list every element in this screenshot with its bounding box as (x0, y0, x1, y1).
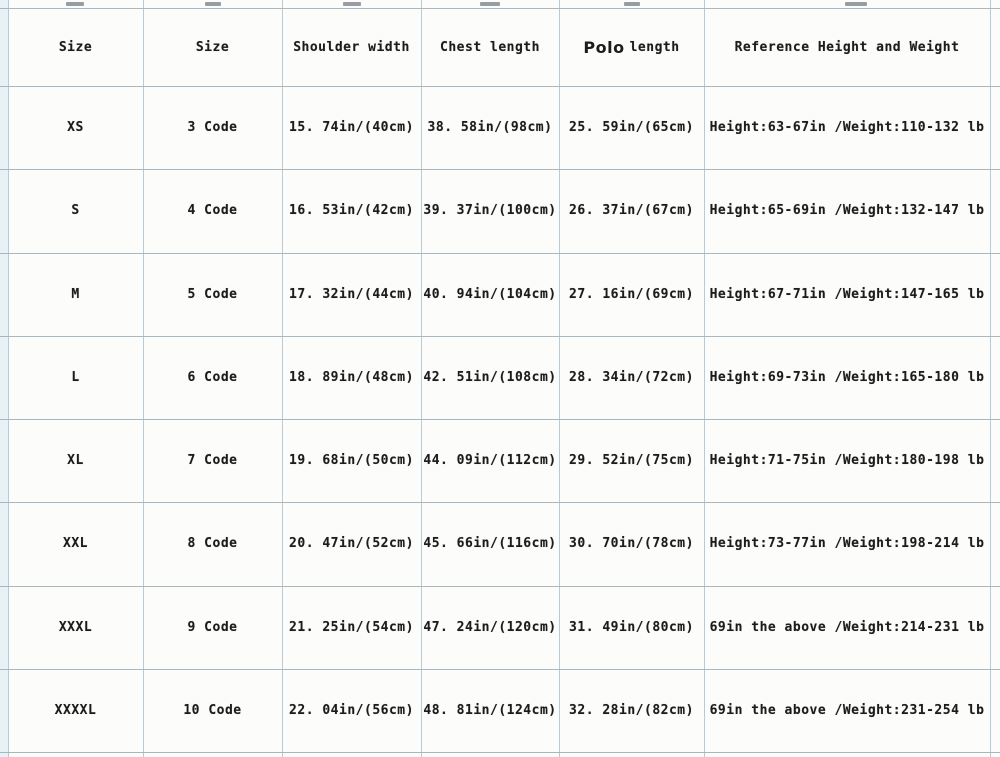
cell-shoulder: 22. 04in/(56cm) (289, 702, 414, 718)
cell-code: 10 Code (183, 702, 242, 718)
cell-chest: 48. 81in/(124cm) (423, 702, 557, 718)
polo-word: Polo (583, 37, 625, 57)
cell-polo: 26. 37in/(67cm) (569, 203, 694, 219)
cell-size: XS (67, 120, 84, 136)
polo-length-word: length (629, 39, 680, 55)
cell-polo: 25. 59in/(65cm) (569, 120, 694, 136)
cell-code: 5 Code (187, 286, 238, 302)
cell-reference: Height:63-67in /Weight:110-132 lb (709, 120, 985, 136)
cell-reference: Height:73-77in /Weight:198-214 lb (709, 536, 985, 552)
cell-code: 7 Code (187, 453, 238, 469)
cell-size: M (71, 286, 80, 302)
cell-polo: 30. 70in/(78cm) (569, 536, 694, 552)
cell-code: 8 Code (187, 536, 238, 552)
cell-size: S (71, 203, 80, 219)
cell-chest: 42. 51in/(108cm) (423, 369, 557, 385)
cell-size: L (71, 369, 80, 385)
cell-chest: 47. 24in/(120cm) (423, 619, 557, 635)
cell-shoulder: 15. 74in/(40cm) (289, 120, 414, 136)
cell-polo: 32. 28in/(82cm) (569, 702, 694, 718)
column-header-chest: Chest length (440, 39, 540, 55)
column-header-size-1: Size (58, 39, 93, 55)
cell-code: 6 Code (187, 369, 238, 385)
cell-chest: 38. 58in/(98cm) (427, 120, 553, 136)
cell-polo: 31. 49in/(80cm) (569, 619, 694, 635)
cell-shoulder: 19. 68in/(50cm) (289, 453, 414, 469)
cell-chest: 39. 37in/(100cm) (423, 203, 557, 219)
cell-chest: 40. 94in/(104cm) (423, 286, 557, 302)
column-header-size-2: Size (195, 39, 230, 55)
cell-reference: Height:65-69in /Weight:132-147 lb (709, 203, 985, 219)
cell-size: XXXXL (54, 702, 97, 718)
cell-code: 4 Code (187, 203, 238, 219)
cell-reference: Height:69-73in /Weight:165-180 lb (709, 369, 985, 385)
cell-code: 3 Code (187, 120, 238, 136)
column-header-polo (559, 8, 704, 86)
cell-code: 9 Code (187, 619, 238, 635)
cell-reference: Height:67-71in /Weight:147-165 lb (709, 286, 985, 302)
column-header-reference: Reference Height and Weight (734, 39, 960, 55)
cell-shoulder: 16. 53in/(42cm) (289, 203, 414, 219)
cell-shoulder: 18. 89in/(48cm) (289, 369, 414, 385)
cell-polo: 27. 16in/(69cm) (569, 286, 694, 302)
cell-shoulder: 17. 32in/(44cm) (289, 286, 414, 302)
cell-reference: Height:71-75in /Weight:180-198 lb (709, 453, 985, 469)
cell-polo: 29. 52in/(75cm) (569, 453, 694, 469)
left-margin-sliver (0, 0, 8, 757)
cell-polo: 28. 34in/(72cm) (569, 369, 694, 385)
column-header-shoulder: Shoulder width (293, 39, 410, 55)
cell-size: XXL (63, 536, 88, 552)
cell-shoulder: 21. 25in/(54cm) (289, 619, 414, 635)
cell-shoulder: 20. 47in/(52cm) (289, 536, 414, 552)
cell-reference: 69in the above /Weight:231-254 lb (709, 702, 985, 718)
cell-reference: 69in the above /Weight:214-231 lb (709, 619, 985, 635)
cell-size: XL (67, 453, 84, 469)
cell-chest: 45. 66in/(116cm) (423, 536, 557, 552)
cell-chest: 44. 09in/(112cm) (423, 453, 557, 469)
size-chart-table (8, 8, 990, 752)
cell-size: XXXL (58, 619, 93, 635)
